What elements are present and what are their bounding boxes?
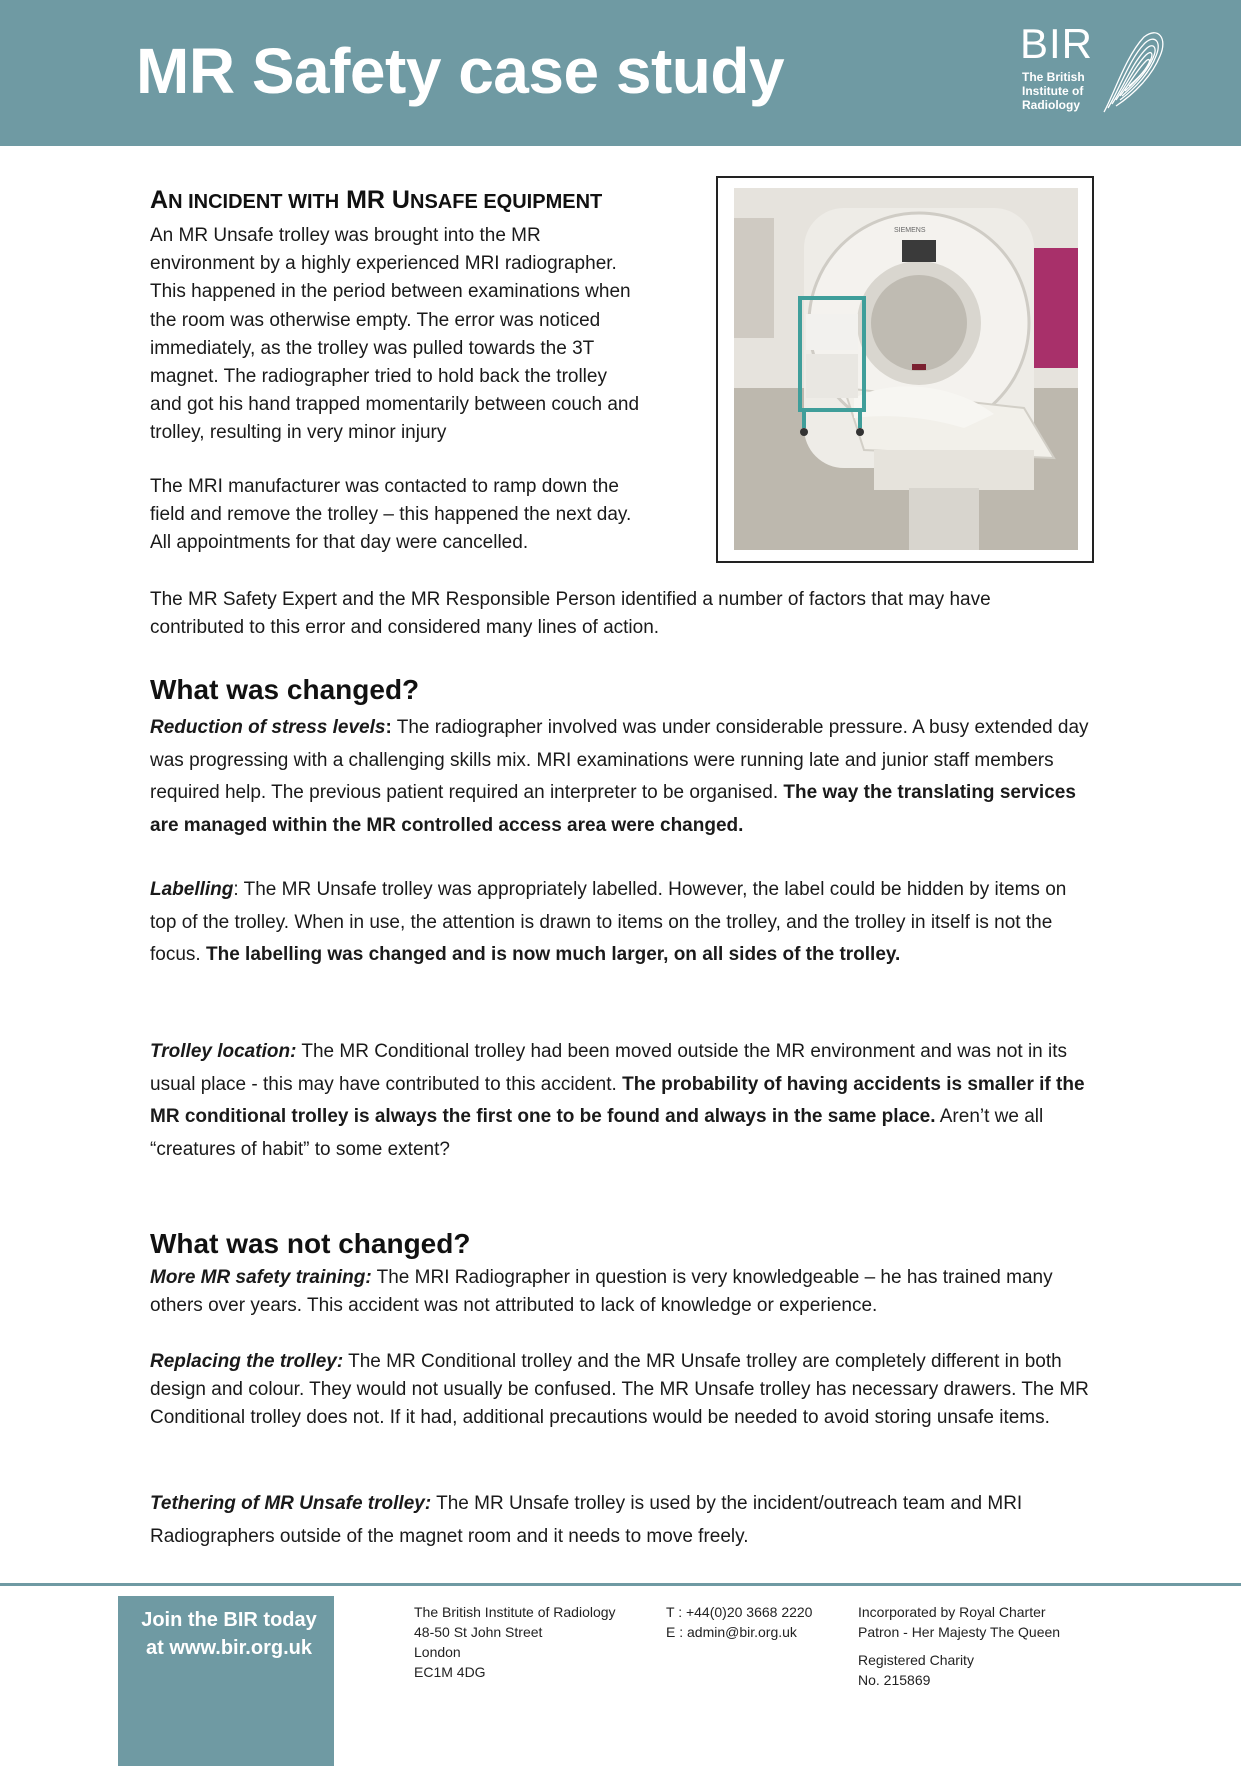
trolley-location-paragraph: Trolley location: The MR Conditional trolley had been moved outside the MR environment and was not in its usual place - this may have contributed to this accident. The probability of having accidents is smaller if the MR conditional trolley is always the first one to be found and always in the same place. Aren’t we all “creatures of habit” to some extent? bbox=[150, 1041, 1085, 1160]
stress-reduction-paragraph: Reduction of stress levels: The radiographer involved was under considerable pressure. A busy extended day was progressing with a challenging skills mix. MRI examinations were running late and junior staff members required help. The previous patient required an interpreter to be organised. The way the translating services are managed within the MR controlled access area were changed. bbox=[150, 717, 1089, 836]
mri-photo-frame bbox=[716, 176, 1094, 563]
footer-charter: Incorporated by Royal Charter Patron - Her Majesty The Queen Registered Charity No. 215869 bbox=[858, 1604, 1061, 1688]
logo-subtitle: The British Institute of Radiology bbox=[1022, 70, 1085, 112]
page-title: MR Safety case study bbox=[136, 35, 785, 107]
footer-contact bbox=[666, 1602, 812, 1642]
join-bir-link[interactable]: Join the BIR today at www.bir.org.uk bbox=[141, 1609, 317, 1659]
bir-logo bbox=[1016, 20, 1166, 120]
svg-text:SIEMENS: SIEMENS bbox=[894, 227, 926, 234]
mri-scanner-photo bbox=[734, 188, 1078, 550]
logo-swirl-icon bbox=[1100, 28, 1166, 118]
replacing-trolley-paragraph: Replacing the trolley: The MR Conditional trolley and the MR Unsafe trolley are completely different in both design and colour. They would not usually be confused. The MR Unsafe trolley has necessary drawers. The MR Conditional trolley does not. If it had, additional precautions would be needed to avoid storing unsafe items. bbox=[150, 1351, 1089, 1429]
incident-heading: AN INCIDENT WITH MR UNSAFE EQUIPMENT bbox=[150, 186, 603, 214]
incident-paragraph-3: The MR Safety Expert and the MR Responsible Person identified a number of factors that may have contributed to this error and considered many lines of action. bbox=[150, 589, 991, 639]
not-changed-heading: What was not changed? bbox=[150, 1228, 471, 1259]
tethering-paragraph: Tethering of MR Unsafe trolley: The MR Unsafe trolley is used by the incident/outreach team and MRI Radiographers outside of the magnet room and it needs to move freely. bbox=[150, 1493, 1023, 1547]
footer-address: The British Institute of Radiology 48-50 St John Street London EC1M 4DG bbox=[414, 1604, 616, 1680]
incident-paragraph-1: An MR Unsafe trolley was brought into the MR environment by a highly experienced MRI radiographer. This happened in the period between examinations when the room was otherwise empty. The error was noticed immediately, as the trolley was pulled towards the 3T magnet. The radiographer tried to hold back the trolley and got his hand trapped momentarily between couch and trolley, resulting in very minor injury bbox=[150, 225, 640, 444]
incident-paragraph-2: The MRI manufacturer was contacted to ramp down the field and remove the trolley – this happened the next day. All appointments for that day were cancelled. bbox=[150, 476, 632, 554]
footer-divider bbox=[0, 1583, 1241, 1586]
labelling-paragraph: Labelling: The MR Unsafe trolley was appropriately labelled. However, the label could be hidden by items on top of the trolley. When in use, the attention is drawn to items on the trolley, and the trolley in itself is not the focus. The labelling was changed and is now much larger, on all sides of the trolley. bbox=[150, 879, 1067, 965]
mri-scanner-illustration bbox=[734, 188, 1078, 550]
join-bir-box[interactable] bbox=[118, 1596, 334, 1766]
footer-phone[interactable]: T : +44(0)20 3668 2220 bbox=[666, 1604, 813, 1620]
footer-email[interactable]: E : admin@bir.org.uk bbox=[666, 1624, 797, 1640]
training-paragraph: More MR safety training: The MRI Radiographer in question is very knowledgeable – he has trained many others over years. This accident was not attributed to lack of knowledge or experience. bbox=[150, 1267, 1053, 1317]
changed-heading: What was changed? bbox=[150, 674, 420, 705]
header-banner bbox=[0, 0, 1241, 146]
logo-text: BIR bbox=[1020, 20, 1094, 67]
